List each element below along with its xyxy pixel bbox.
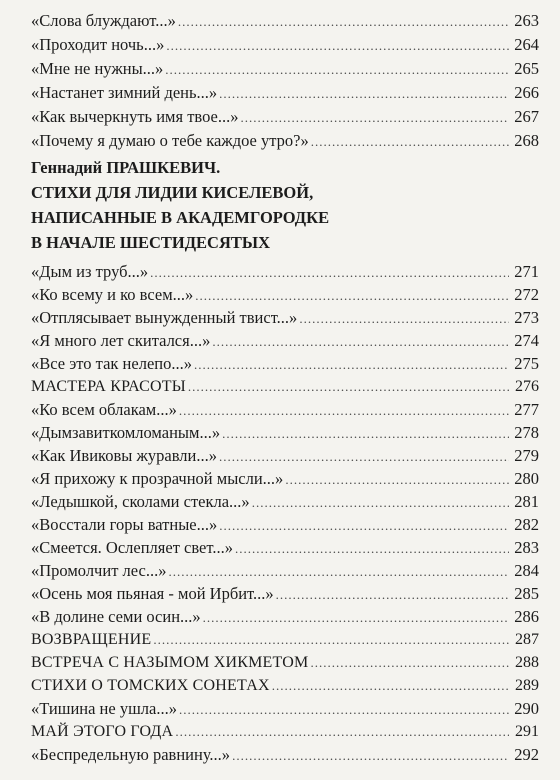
toc-entry[interactable] <box>31 676 539 696</box>
dot-leader <box>203 608 509 628</box>
entry-title: «Беспредельную равнину...» <box>31 745 231 764</box>
entry-page: 273 <box>514 308 539 327</box>
dot-leader <box>235 539 509 559</box>
entry-title: «Ко всем облакам...» <box>31 400 177 419</box>
entry-page: 290 <box>514 699 539 718</box>
dot-leader <box>232 746 509 766</box>
dot-leader <box>222 424 509 444</box>
dot-leader <box>179 401 509 421</box>
entry-title: ВСТРЕЧА С НАЗЫМОМ ХИКМЕТОМ <box>31 654 309 671</box>
entry-page: 289 <box>515 677 539 694</box>
entry-page: 279 <box>514 446 539 465</box>
toc-entry[interactable] <box>31 11 539 32</box>
dot-leader <box>194 355 509 375</box>
toc-entry[interactable] <box>31 107 539 128</box>
toc-entry[interactable] <box>31 83 539 104</box>
entry-page: 292 <box>514 745 539 764</box>
dot-leader <box>179 700 509 720</box>
entry-title: «Дым из труб...» <box>31 262 149 281</box>
entry-page: 285 <box>514 584 539 603</box>
toc-entry[interactable] <box>31 630 539 650</box>
dot-leader <box>285 470 509 490</box>
entry-page: 275 <box>514 354 539 373</box>
dot-leader <box>219 516 509 536</box>
dot-leader <box>252 493 509 513</box>
entry-page: 287 <box>515 631 539 648</box>
toc-entry[interactable] <box>31 131 539 152</box>
entry-page: 282 <box>514 515 539 534</box>
entry-page: 266 <box>514 83 539 102</box>
toc-entry[interactable] <box>31 377 539 397</box>
toc-entry[interactable] <box>31 607 539 628</box>
section-author: Геннадий ПРАШКЕВИЧ. <box>31 158 221 177</box>
entry-title: «Ко всему и ко всем...» <box>31 285 194 304</box>
entry-page: 291 <box>515 723 539 740</box>
entry-title: «Как Ивиковы журавли...» <box>31 446 217 465</box>
dot-leader <box>188 377 509 397</box>
entry-title: «Почему я думаю о тебе каждое утро?» <box>31 131 309 150</box>
dot-leader <box>166 36 509 56</box>
toc-entry[interactable] <box>31 354 539 375</box>
toc-entry[interactable] <box>31 515 539 536</box>
toc-entry[interactable] <box>31 446 539 467</box>
entry-page: 264 <box>514 35 539 54</box>
entry-title: «Осень моя пьяная - мой Ирбит...» <box>31 584 274 603</box>
dot-leader <box>168 562 509 582</box>
entry-page: 267 <box>514 107 539 126</box>
section-title-line: В НАЧАЛЕ ШЕСТИДЕСЯТЫХ <box>31 233 271 252</box>
dot-leader <box>153 630 509 650</box>
entry-page: 271 <box>514 262 539 281</box>
toc-entry[interactable] <box>31 308 539 329</box>
dot-leader <box>299 309 509 329</box>
dot-leader <box>165 60 509 80</box>
toc-entry[interactable] <box>31 492 539 513</box>
dot-leader <box>212 332 509 352</box>
dot-leader <box>310 653 509 673</box>
toc-entry[interactable] <box>31 262 539 283</box>
entry-title: «Как вычеркнуть имя твое...» <box>31 107 239 126</box>
toc-entry[interactable] <box>31 423 539 444</box>
dot-leader <box>311 132 509 152</box>
toc-entry[interactable] <box>31 584 539 605</box>
entry-title: «Промолчит лес...» <box>31 561 167 580</box>
entry-title: СТИХИ О ТОМСКИХ СОНЕТАХ <box>31 677 270 694</box>
dot-leader <box>219 447 509 467</box>
entry-title: МАЙ ЭТОГО ГОДА <box>31 723 174 740</box>
entry-title: «Настанет зимний день...» <box>31 83 218 102</box>
toc-entry[interactable] <box>31 400 539 421</box>
entry-page: 280 <box>514 469 539 488</box>
entry-title: «Смеется. Ослепляет свет...» <box>31 538 233 557</box>
entry-title: «Восстали горы ватные...» <box>31 515 218 534</box>
dot-leader <box>276 585 509 605</box>
entry-page: 263 <box>514 11 539 30</box>
entry-title: «В долине семи осин...» <box>31 607 201 626</box>
entry-title: «Дымзавиткомломаным...» <box>31 423 221 442</box>
section-title-line: СТИХИ ДЛЯ ЛИДИИ КИСЕЛЕВОЙ, <box>31 183 314 202</box>
entry-page: 272 <box>514 285 539 304</box>
entry-page: 286 <box>514 607 539 626</box>
entry-page: 281 <box>514 492 539 511</box>
entry-page: 284 <box>514 561 539 580</box>
toc-entry[interactable] <box>31 59 539 80</box>
dot-leader <box>178 12 509 32</box>
toc-entry[interactable] <box>31 331 539 352</box>
entry-page: 283 <box>514 538 539 557</box>
entry-title: «Отплясывает вынужденный твист...» <box>31 308 298 327</box>
entry-page: 276 <box>515 378 539 395</box>
dot-leader <box>240 108 509 128</box>
toc-entry[interactable] <box>31 538 539 559</box>
entry-page: 288 <box>515 654 539 671</box>
entry-page: 277 <box>514 400 539 419</box>
entry-title: «Все это так нелепо...» <box>31 354 192 373</box>
entry-title: «Тишина не ушла...» <box>31 699 177 718</box>
entry-title: ВОЗВРАЩЕНИЕ <box>31 631 152 648</box>
toc-entry[interactable] <box>31 699 539 720</box>
entry-title: «Проходит ночь...» <box>31 35 165 54</box>
toc-entry[interactable] <box>31 35 539 56</box>
toc-entry[interactable] <box>31 469 539 490</box>
toc-entry[interactable] <box>31 722 539 742</box>
dot-leader <box>195 286 509 306</box>
entry-title: «Мне не нужны...» <box>31 59 164 78</box>
entry-page: 265 <box>514 59 539 78</box>
toc-entry[interactable] <box>31 561 539 582</box>
entry-title: «Слова блуждают...» <box>31 11 176 30</box>
entry-page: 278 <box>514 423 539 442</box>
entry-title: «Ледышкой, сколами стекла...» <box>31 492 250 511</box>
entry-title: МАСТЕРА КРАСОТЫ <box>31 378 186 395</box>
dot-leader <box>150 263 509 283</box>
entry-page: 268 <box>514 131 539 150</box>
entry-title: «Я много лет скитался...» <box>31 331 211 350</box>
dot-leader <box>175 722 509 742</box>
entry-page: 274 <box>514 331 539 350</box>
dot-leader <box>272 676 509 696</box>
toc-entry[interactable] <box>31 285 539 306</box>
toc-entry[interactable] <box>31 745 539 766</box>
dot-leader <box>219 84 509 104</box>
section-title-line: НАПИСАННЫЕ В АКАДЕМГОРОДКЕ <box>31 208 330 227</box>
toc-entry[interactable] <box>31 653 539 673</box>
entry-title: «Я прихожу к прозрачной мысли...» <box>31 469 284 488</box>
